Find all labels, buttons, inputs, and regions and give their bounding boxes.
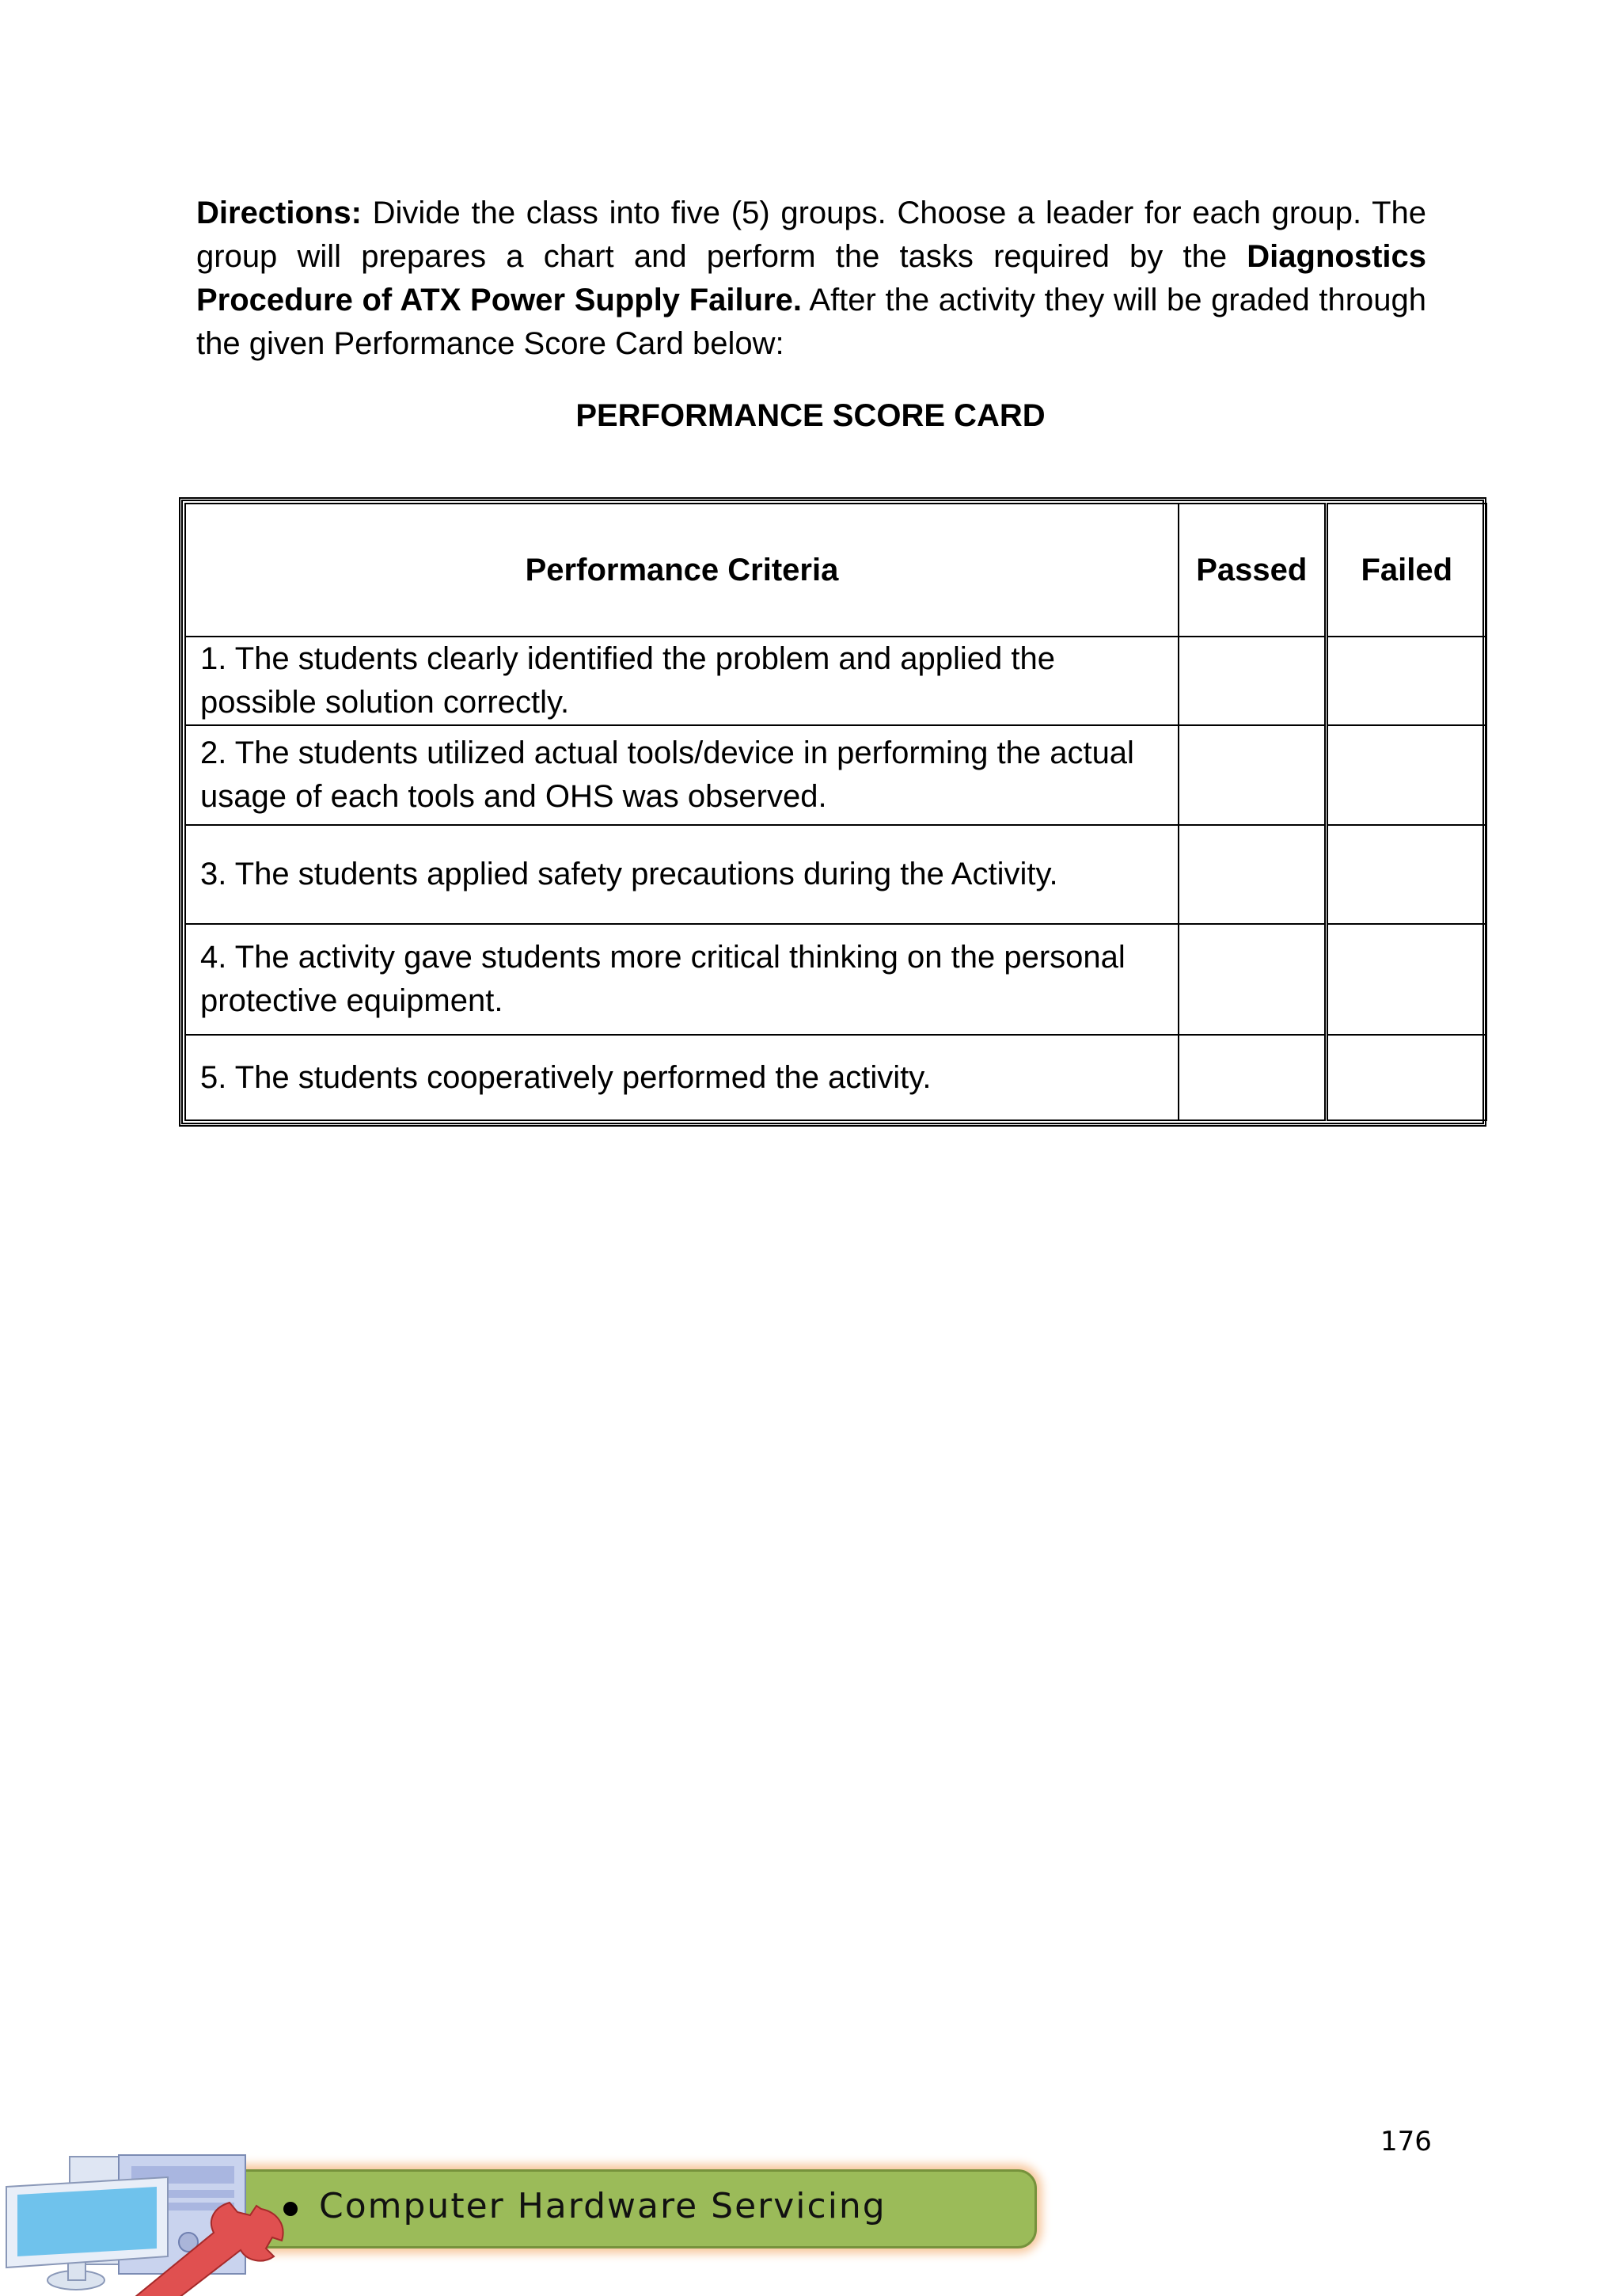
passed-cell[interactable] [1179,1035,1326,1120]
banner-text: Computer Hardware Servicing [319,2186,886,2226]
directions-text-2: After the activity they will be graded through the given Performance Score Card below: [196,283,1426,361]
passed-cell[interactable] [1179,725,1326,825]
table-row [185,825,1486,924]
directions-bold-phrase: Diagnostics Procedure of ATX Power Supply Failure. [196,239,1426,317]
page-number: 176 [1380,2126,1432,2157]
table-row [185,1035,1486,1120]
passed-cell[interactable] [1179,637,1326,725]
directions-paragraph [196,192,1426,366]
failed-cell[interactable] [1326,924,1486,1035]
footer-banner [0,2122,1061,2280]
table-row [185,637,1486,725]
failed-cell[interactable] [1326,725,1486,825]
failed-cell[interactable] [1326,1035,1486,1120]
directions-label: Directions: [196,196,362,230]
criteria-cell: 1. The students clearly identified the problem and applied the possible solution correctly. [185,637,1179,725]
computer-wrench-icon [0,2146,332,2296]
directions-text-1: Divide the class into five (5) groups. Choose a leader for each group. The group will prepares a chart and perform the tasks required by the [196,196,1426,274]
passed-cell[interactable] [1179,924,1326,1035]
failed-cell[interactable] [1326,637,1486,725]
header-criteria: Performance Criteria [185,504,1179,637]
criteria-cell: 5. The students cooperatively performed the activity. [185,1035,1179,1120]
criteria-cell: 3. The students applied safety precautions during the Activity. [185,825,1179,924]
table-row [185,725,1486,825]
criteria-cell: 4. The activity gave students more critical thinking on the personal protective equipment. [185,924,1179,1035]
criteria-cell: 2. The students utilized actual tools/device in performing the actual usage of each tools and OHS was observed. [185,725,1179,825]
header-failed: Failed [1326,504,1486,637]
score-card-title: PERFORMANCE SCORE CARD [575,398,1046,433]
failed-cell[interactable] [1326,825,1486,924]
table-row [185,924,1486,1035]
banner-bar [230,2169,1037,2248]
table-header-row [185,504,1486,637]
performance-score-table [179,497,1486,1127]
header-passed: Passed [1179,504,1326,637]
passed-cell[interactable] [1179,825,1326,924]
